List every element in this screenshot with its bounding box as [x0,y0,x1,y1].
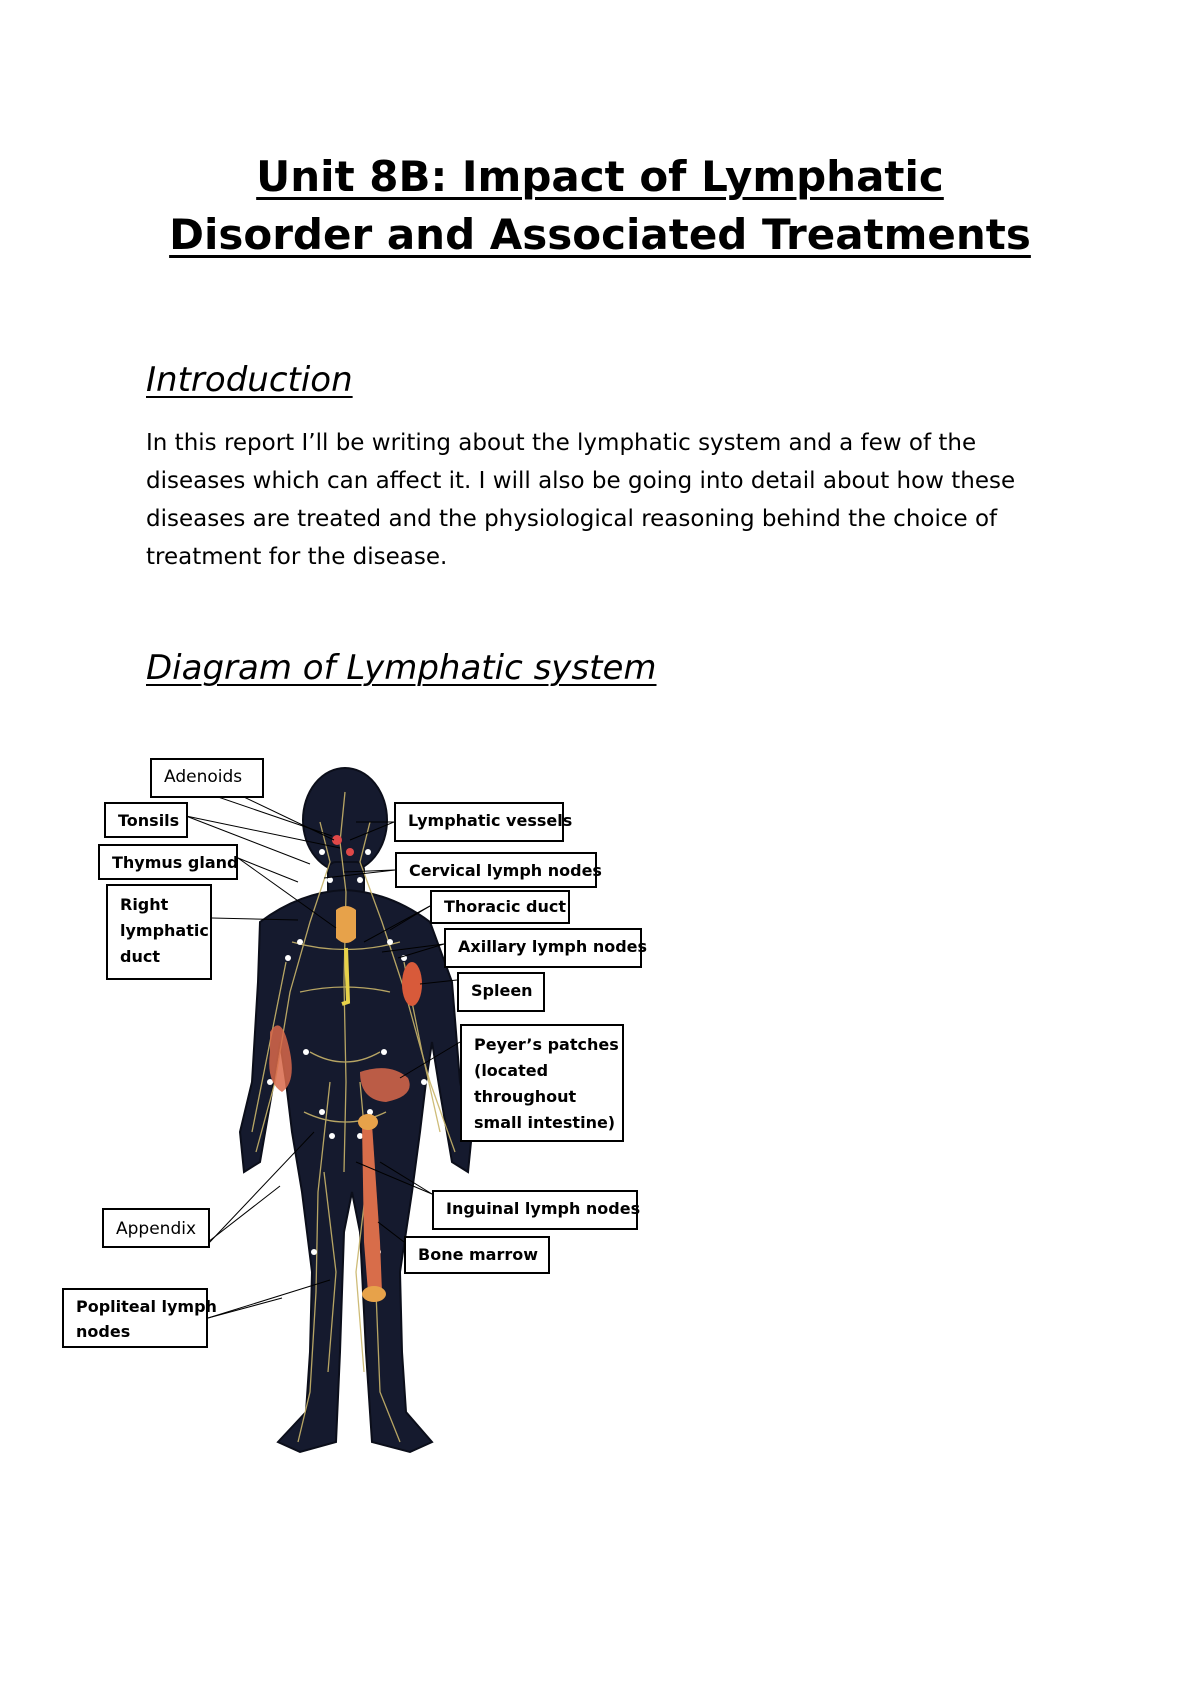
document-title [0,148,1200,264]
label-peyers-line-2: (located [474,1061,549,1080]
label-popliteal-line-1: Popliteal lymph [76,1297,217,1316]
lymphatic-system-diagram [60,752,700,1492]
label-inguinal-lymph-nodes: Inguinal lymph nodes [432,1190,638,1230]
spleen-organ [402,962,422,1006]
introduction-paragraph [146,424,1046,576]
label-peyers-line-1: Peyer’s patches [474,1035,619,1054]
intro-line-2: diseases which can affect it. I will also be going into detail about how these [146,468,1016,494]
intro-line-1: In this report I’ll be writing about the lymphatic system and a few of the [146,430,977,456]
label-popliteal-line-2: nodes [76,1322,131,1341]
label-right-lymphatic-duct-line-1: Right [120,895,169,914]
label-appendix: Appendix [102,1208,210,1248]
intro-line-4: treatment for the disease. [146,544,448,570]
thymus-organ [336,906,356,943]
label-right-lymphatic-duct-line-2: lymphatic [120,921,209,940]
label-popliteal-lymph-nodes [62,1288,217,1348]
label-adenoids: Adenoids [150,758,264,798]
label-lymphatic-vessels: Lymphatic vessels [394,802,564,842]
label-spleen: Spleen [457,972,545,1012]
label-peyers-line-4: small intestine) [474,1113,616,1132]
label-right-lymphatic-duct [106,884,212,980]
label-bone-marrow: Bone marrow [404,1236,550,1274]
label-thymus-gland: Thymus gland [98,844,238,880]
tonsil-organ [346,848,354,856]
title-line-1: Unit 8B: Impact of Lymphatic [256,152,944,201]
label-right-lymphatic-duct-line-3: duct [120,947,160,966]
title-line-2: Disorder and Associated Treatments [169,210,1031,259]
label-tonsils: Tonsils [104,802,188,838]
diagram-heading: Diagram of Lymphatic system [146,648,657,688]
label-axillary-lymph-nodes: Axillary lymph nodes [444,928,642,968]
label-peyers-patches [460,1024,624,1142]
label-thoracic-duct: Thoracic duct [430,890,570,924]
label-cervical-lymph-nodes: Cervical lymph nodes [395,852,597,888]
label-peyers-line-3: throughout [474,1087,577,1106]
intro-line-3: diseases are treated and the physiological reasoning behind the choice of [146,506,998,532]
introduction-heading: Introduction [146,360,353,400]
